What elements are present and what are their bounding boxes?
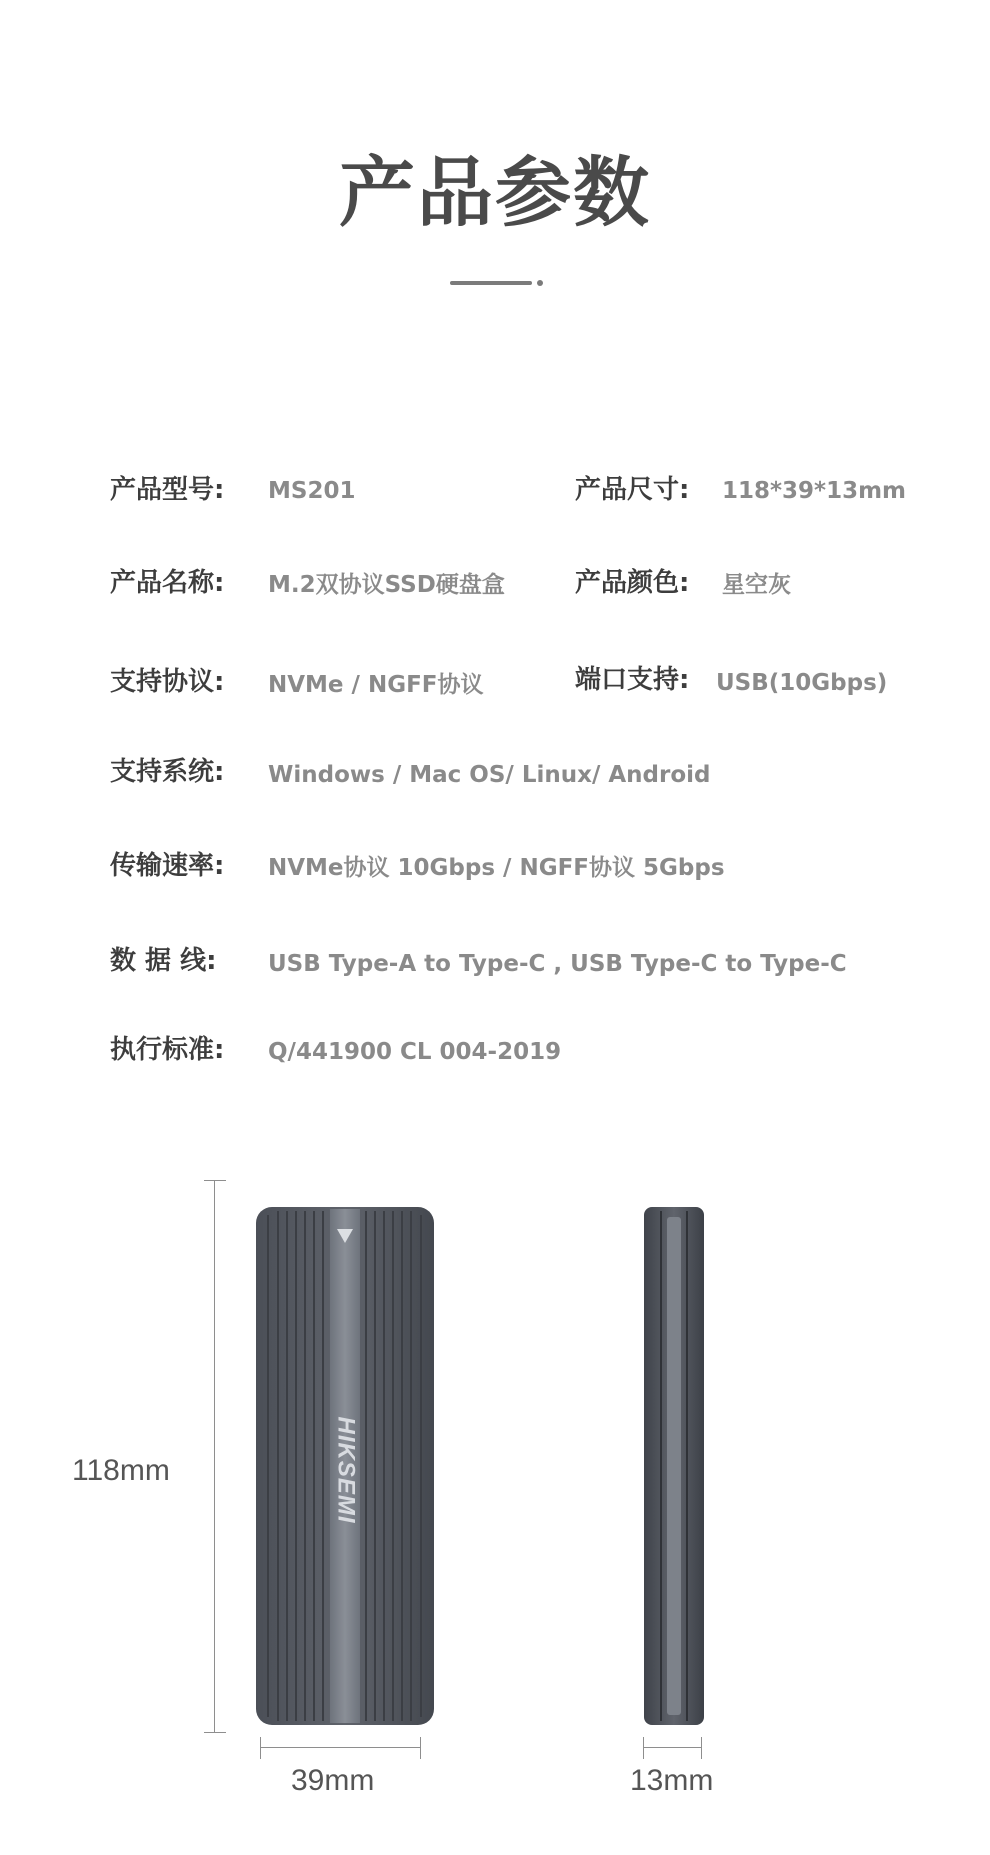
- page-title: 产品参数: [339, 148, 651, 237]
- spec-value-system: Windows / Mac OS/ Linux/ Android: [268, 762, 711, 788]
- width-dimension-left-tick: [260, 1737, 261, 1759]
- spec-label-speed: 传输速率:: [110, 851, 225, 881]
- spec-label-standard: 执行标准:: [110, 1035, 225, 1065]
- spec-label-cable: 数 据 线:: [110, 946, 217, 976]
- spec-value-speed: NVMe协议 10Gbps / NGFF协议 5Gbps: [268, 855, 725, 881]
- spec-value-size: 118*39*13mm: [722, 478, 907, 504]
- title-dot: [537, 280, 543, 286]
- spec-value-standard: Q/441900 CL 004-2019: [268, 1039, 562, 1065]
- spec-label-model: 产品型号:: [110, 475, 225, 505]
- height-dimension-line: [214, 1180, 215, 1733]
- brand-logo-text: HIKSEMI: [332, 1416, 360, 1524]
- title-underline: [450, 281, 532, 285]
- spec-value-name: M.2双协议SSD硬盘盒: [268, 572, 505, 598]
- spec-label-protocol: 支持协议:: [110, 667, 225, 697]
- spec-label-name: 产品名称:: [110, 568, 225, 598]
- spec-label-port: 端口支持:: [575, 665, 690, 695]
- spec-value-color: 星空灰: [722, 572, 791, 598]
- height-dimension-bottom-tick: [204, 1732, 226, 1733]
- spec-label-system: 支持系统:: [110, 757, 225, 787]
- depth-dimension-label: 13mm: [630, 1764, 714, 1797]
- brand-logo: [319, 1416, 371, 1524]
- depth-dimension-line: [643, 1747, 702, 1748]
- height-dimension-top-tick: [204, 1180, 226, 1181]
- width-dimension-label: 39mm: [291, 1764, 375, 1797]
- spec-value-port: USB(10Gbps): [716, 670, 888, 696]
- spec-value-model: MS201: [268, 478, 356, 504]
- spec-value-cable: USB Type-A to Type-C , USB Type-C to Type-C: [268, 951, 847, 977]
- spec-label-color: 产品颜色:: [575, 568, 690, 598]
- product-side-view: [643, 1205, 705, 1727]
- width-dimension-line: [260, 1747, 421, 1748]
- depth-dimension-left-tick: [643, 1737, 644, 1759]
- width-dimension-right-tick: [420, 1737, 421, 1759]
- depth-dimension-right-tick: [701, 1737, 702, 1759]
- spec-value-protocol: NVMe / NGFF协议: [268, 672, 484, 698]
- spec-label-size: 产品尺寸:: [575, 475, 690, 505]
- height-dimension-label: 118mm: [72, 1454, 170, 1487]
